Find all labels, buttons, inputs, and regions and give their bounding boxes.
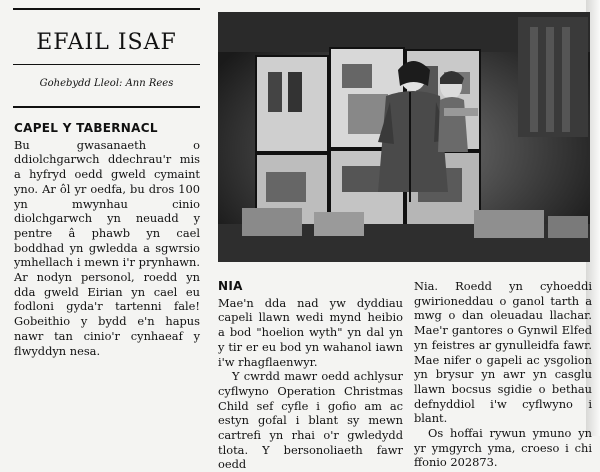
event-photo [218, 12, 590, 262]
article-nia-para3: Nia. Roedd yn cyhoeddi gwirioneddau o ganol tarth a mwg o dan oleuadau llachar. Mae'r gantores o Gynwil Elfed yn feistres ar gynulleidfa fawr. Mae nifer o gapeli ac ysgolion yn brysur yn awr yn casglu llawn bocsus sgidie o bethau defnyddiol i'w cyflwyno i blant. [414, 279, 592, 426]
article-nia-para4: Os hoffai rywun ymuno yn yr ymgyrch yma, croeso i chi ffonio 202873. [414, 426, 592, 470]
masthead [13, 8, 200, 108]
article-nia-continued [414, 279, 592, 470]
masthead-byline: Gohebydd Lleol: Ann Rees [39, 78, 174, 89]
article-capel [14, 121, 200, 358]
article-nia-para2: Y cwrdd mawr oedd achlysur cyflwyno Operation Christmas Child sef cyfle i gofio am ac estyn gofal i blant sy mewn cartrefi yn rhai o'r gwledydd tlota. Y bersonoliaeth fawr oedd [218, 369, 403, 472]
article-nia [218, 279, 403, 472]
article-nia-para1: Mae'n dda nad yw dyddiau capeli llawn wedi mynd heibio a bod "hoelion wyth" yn dal yn y tir er eu bod yn wahanol iawn i'w rhagflaenwyr. [218, 295, 403, 369]
article-capel-body: Bu gwasanaeth o ddiolchgarwch ddechrau'r mis a hyfryd oedd gweld cymaint yno. Ar ôl yr oedfa, bu dros 100 yn mwynhau cinio diolchgarwch yn neuadd y pentre â phawb yn cael boddhad yn gwledda a sgwrsio ymhellach i mewn i'r prynhawn. Ar nodyn personol, roedd yn dda gweld Eirian yn cael eu fodloni gyda'r tartenni fale! Gobeithio y bydd e'n hapus nawr tan cinio'r cynhaeaf y flwyddyn nesa. [14, 137, 200, 358]
masthead-rule [13, 64, 200, 65]
article-capel-heading: CAPEL Y TABERNACL [14, 121, 158, 135]
masthead-title: EFAIL ISAF [36, 30, 177, 55]
article-nia-heading: NIA [218, 279, 243, 293]
event-photo-image [218, 12, 590, 262]
